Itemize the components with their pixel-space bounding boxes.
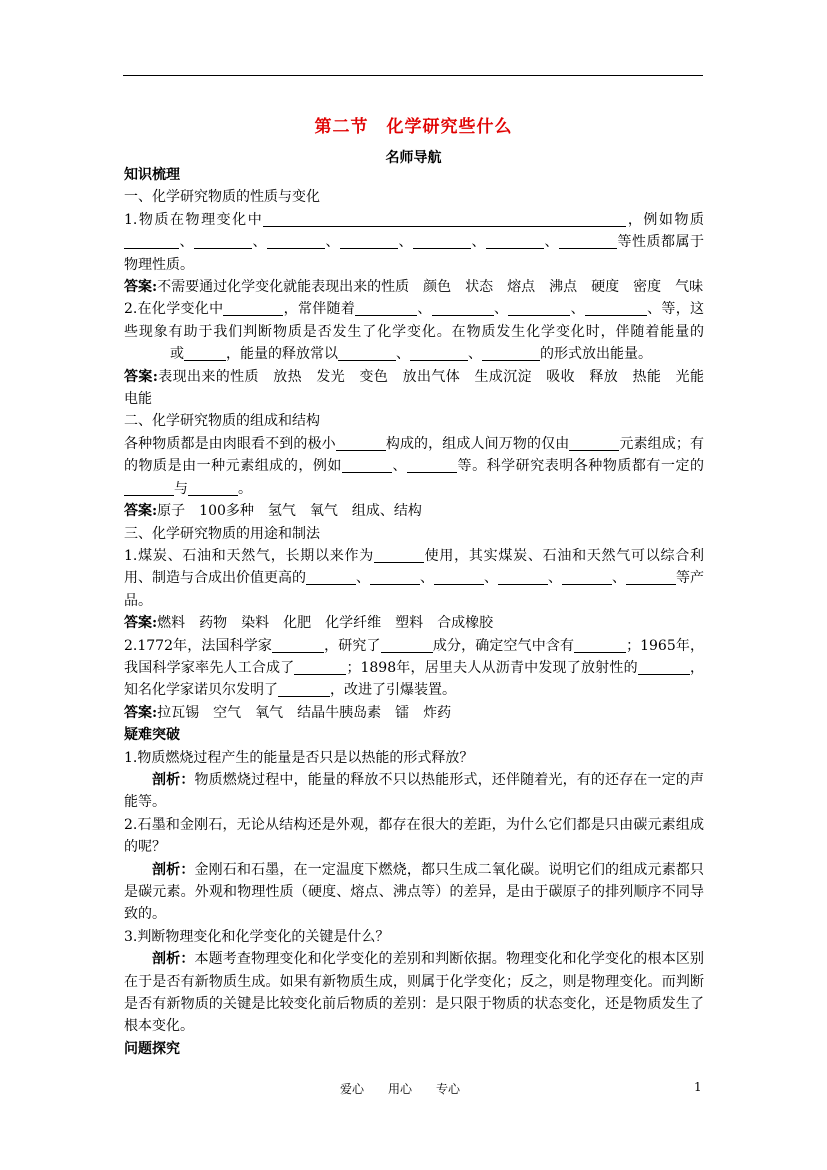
header-rule xyxy=(123,75,703,76)
blank xyxy=(194,232,252,249)
difficulty-question-1: 1.物质燃烧过程产生的能量是否只是以热能的形式释放？ xyxy=(124,749,474,766)
blank xyxy=(374,546,424,563)
answer-4: 答案:燃料 药物 染料 化肥 化学纤维 塑料 合成橡胶 xyxy=(124,615,494,632)
blank xyxy=(124,232,179,249)
blank xyxy=(486,232,544,249)
blank xyxy=(432,299,494,316)
page-title: 第二节 化学研究些什么 xyxy=(314,117,513,137)
blank xyxy=(508,299,570,316)
difficulty-analysis-3: 剖析：本题考查物理变化和化学变化的差别和判断依据。物理变化和化学变化的根本区别在于是否有新物质生成。如果有新物质生成，则属于化学变化；反之，则是物理变化。而判断是否有新物质的关键是比较变化前后物质的差别：是只限于物质的状态变化，还是物质发生了根本变化。 xyxy=(124,951,705,1035)
blank xyxy=(306,568,356,585)
answer-1: 答案:不需要通过化学变化就能表现出来的性质 颜色 状态 熔点 沸点 硬度 密度 气味 xyxy=(124,279,704,296)
blank xyxy=(340,232,398,249)
question-5: 2.1772年，法国科学家 ，研究了 成分，确定空气中含有 ；1965年，我国科学家率先人工合成了 ；1898年，居里夫人从沥青中发现了放射性的 ，知名化学家诺贝尔发明了 ，改进了引爆装置。 xyxy=(124,637,705,699)
question-1: 1.物质在物理变化中 ，例如物质、 、 、 、 、 、 等性质都属于物理性质。 xyxy=(124,211,705,273)
blank xyxy=(638,658,690,675)
blank xyxy=(574,636,626,653)
blank xyxy=(407,456,457,473)
blank xyxy=(413,232,471,249)
blank xyxy=(410,344,468,361)
blank xyxy=(338,344,396,361)
answer-5: 答案:拉瓦锡 空气 氧气 结晶牛胰岛素 镭 炸药 xyxy=(124,704,452,721)
difficulty-analysis-2: 剖析：金刚石和石墨，在一定温度下燃烧，都只生成二氧化碳。说明它们的组成元素都只是碳元素。外观和物理性质（硬度、熔点、沸点等）的差异，是由于碳原子的排列顺序不同导致的。 xyxy=(124,861,705,923)
blank xyxy=(569,434,619,451)
blank xyxy=(124,479,174,496)
blank xyxy=(381,636,433,653)
difficulty-analysis-1: 剖析：物质燃烧过程中，能量的释放不只以热能形式，还伴随着光，有的还存在一定的声能等。 xyxy=(124,771,705,811)
blank xyxy=(188,479,238,496)
topic-3: 三、化学研究物质的用途和制法 xyxy=(124,525,320,542)
blank xyxy=(498,568,548,585)
difficulty-question-3: 3.判断物理变化和化学变化的关键是什么？ xyxy=(124,928,390,945)
blank xyxy=(267,232,325,249)
question-2: 2.在化学变化中 ，常伴随着 、 、 、 、等，这些现象有助于我们判断物质是否发生了化学变化。在物质发生化学变化时，伴随着能量的或 ，能量的释放常以 、 、 的形式放出能量。 xyxy=(124,301,705,363)
section-heading-inquiry: 问题探究 xyxy=(124,1040,180,1057)
answer-2: 答案:表现出来的性质 放热 发光 变色 放出气体 生成沉淀 吸收 释放 热能 光能 电能 xyxy=(124,368,719,408)
difficulty-question-2: 2.石墨和金刚石，无论从结构还是外观，都存在很大的差距，为什么它们都是只由碳元素组成的呢？ xyxy=(124,816,704,856)
blank xyxy=(585,299,647,316)
blank xyxy=(342,456,392,473)
question-3: 各种物质都是由肉眼看不到的极小 构成的，组成人间万物的仅由 元素组成；有的物质是由一种元素组成的，例如 、 等。科学研究表明各种物质都有一定的与 。 xyxy=(124,435,705,497)
blank xyxy=(562,568,612,585)
blank xyxy=(434,568,484,585)
page-subtitle: 名师导航 xyxy=(385,150,442,166)
blank xyxy=(355,299,417,316)
blank xyxy=(370,568,420,585)
blank xyxy=(263,210,626,227)
footer-slogan: 爱心 用心 专心 xyxy=(340,1082,461,1096)
blank xyxy=(482,344,540,361)
blank xyxy=(626,568,676,585)
blank xyxy=(278,680,330,697)
topic-1: 一、化学研究物质的性质与变化 xyxy=(124,189,320,206)
document-body xyxy=(124,164,719,1060)
page-number: 1 xyxy=(694,1080,702,1094)
blank xyxy=(223,299,283,316)
question-4: 1.煤炭、石油和天然气，长期以来作为 使用，其实煤炭、石油和天然气可以综合利用、制造与合成出价值更高的 、 、 、 、 、 等产品。 xyxy=(124,547,704,609)
blank xyxy=(272,636,324,653)
blank xyxy=(294,658,346,675)
blank xyxy=(559,232,617,249)
answer-3: 答案:原子 100多种 氢气 氧气 组成、结构 xyxy=(124,503,422,520)
section-heading-review: 知识梳理 xyxy=(124,167,180,183)
section-heading-difficulties: 疑难突破 xyxy=(124,727,180,744)
blank xyxy=(336,434,386,451)
topic-2: 二、化学研究物质的组成和结构 xyxy=(124,413,320,430)
blank xyxy=(184,344,226,361)
